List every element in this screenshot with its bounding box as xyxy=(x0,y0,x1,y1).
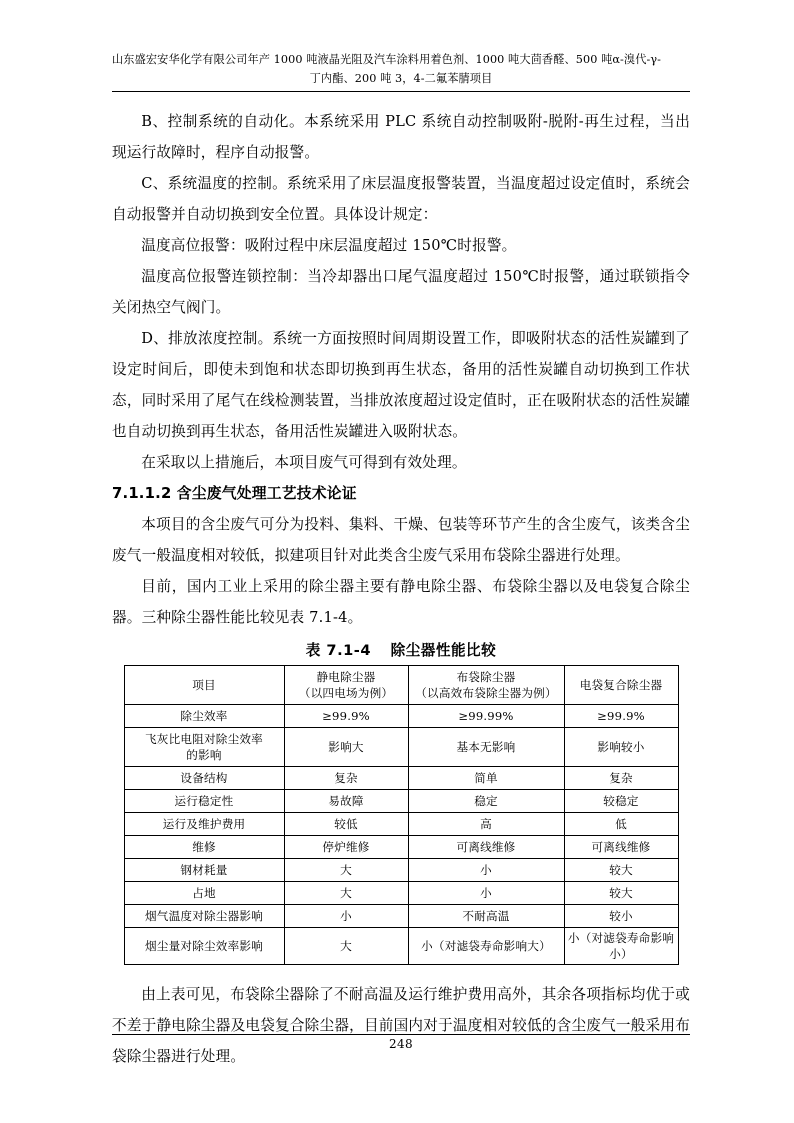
table-header-esp-main: 静电除尘器 xyxy=(316,670,376,684)
table-cell-bag: ≥99.99% xyxy=(408,705,564,728)
table-cell-hybrid: 较大 xyxy=(564,882,678,905)
table-cell-esp: 大 xyxy=(284,859,408,882)
table-header-bag xyxy=(408,666,564,705)
table-header-hybrid xyxy=(564,666,678,705)
table-cell-hybrid: 较大 xyxy=(564,859,678,882)
table-row xyxy=(124,813,678,836)
table-cell-hybrid: 复杂 xyxy=(564,767,678,790)
paragraph-measures-summary: 在采取以上措施后，本项目废气可得到有效处理。 xyxy=(141,454,467,471)
table-cell-bag: 基本无影响 xyxy=(408,728,564,767)
running-header-line-1: 山东盛宏安华化学有限公司年产 1000 吨液晶光阻及汽车涂料用着色剂、1000 吨大茴香醛、500 吨α-溴代-γ- xyxy=(112,53,662,66)
table-cell-item: 除尘效率 xyxy=(124,705,284,728)
table-cell-bag: 可离线维修 xyxy=(408,836,564,859)
section-heading-7-1-1-2: 7.1.1.2 含尘废气处理工艺技术论证 xyxy=(112,485,357,502)
table-body xyxy=(124,705,678,965)
table-row xyxy=(124,859,678,882)
table-caption-number: 表 7.1-4 xyxy=(305,642,371,659)
table-cell-bag: 简单 xyxy=(408,767,564,790)
table-cell-hybrid: 较小 xyxy=(564,905,678,928)
table-row xyxy=(124,790,678,813)
table-cell-esp: ≥99.9% xyxy=(284,705,408,728)
paragraph-high-temp-alarm: 温度高位报警：吸附过程中床层温度超过 150℃时报警。 xyxy=(141,237,517,254)
table-header-item-label: 项目 xyxy=(192,678,216,692)
table-cell-hybrid: 低 xyxy=(564,813,678,836)
table-cell-item: 运行及维护费用 xyxy=(124,813,284,836)
table-header-bag-sub: （以高效布袋除尘器为例） xyxy=(415,686,557,700)
table-cell-hybrid: 较稳定 xyxy=(564,790,678,813)
table-cell-esp: 小 xyxy=(284,905,408,928)
table-row xyxy=(124,705,678,728)
table-cell-item: 占地 xyxy=(124,882,284,905)
table-row xyxy=(124,767,678,790)
table-cell-item: 设备结构 xyxy=(124,767,284,790)
paragraph-conclusion: 由上表可见，布袋除尘器除了不耐高温及运行维护费用高外，其余各项指标均优于或不差于静电除尘器及电袋复合除尘器，目前国内对于温度相对较低的含尘废气一般采用布袋除尘器进行处理。 xyxy=(112,986,690,1065)
page-content xyxy=(112,50,690,1072)
running-header-line-2: 丁内酯、200 吨 3，4-二氟苯腈项目 xyxy=(309,72,493,85)
table-row xyxy=(124,882,678,905)
table-cell-item-line-2: 的影响 xyxy=(186,748,222,762)
table-header-hybrid-label: 电袋复合除尘器 xyxy=(579,678,663,692)
table-cell-esp: 复杂 xyxy=(284,767,408,790)
paragraph-dust-gas-sources: 本项目的含尘废气可分为投料、集料、干燥、包装等环节产生的含尘废气，该类含尘废气一般温度相对较低，拟建项目针对此类含尘废气采用布袋除尘器进行处理。 xyxy=(112,516,690,564)
table-cell-bag: 稳定 xyxy=(408,790,564,813)
body-text xyxy=(112,106,690,633)
table-header-bag-main: 布袋除尘器 xyxy=(456,670,516,684)
table-cell-item: 烟气温度对除尘器影响 xyxy=(124,905,284,928)
dust-collector-comparison-table xyxy=(124,665,679,965)
table-cell-hybrid: 可离线维修 xyxy=(564,836,678,859)
table-caption-title: 除尘器性能比较 xyxy=(390,642,497,659)
table-cell-esp: 较低 xyxy=(284,813,408,836)
table-cell-item: 钢材耗量 xyxy=(124,859,284,882)
table-cell-esp: 影响大 xyxy=(284,728,408,767)
table-row xyxy=(124,928,678,965)
table-caption xyxy=(112,639,690,660)
table-cell-hybrid: ≥99.9% xyxy=(564,705,678,728)
table-cell-hybrid: 影响较小 xyxy=(564,728,678,767)
conclusion-block xyxy=(112,979,690,1072)
page-number: 248 xyxy=(388,1037,414,1051)
table-cell-bag: 小（对滤袋寿命影响大） xyxy=(408,928,564,965)
footer-divider xyxy=(112,1034,690,1035)
table-header-esp xyxy=(284,666,408,705)
table-cell-esp: 易故障 xyxy=(284,790,408,813)
running-header xyxy=(112,50,690,92)
table-row xyxy=(124,836,678,859)
table-cell-bag: 小 xyxy=(408,882,564,905)
table-row xyxy=(124,728,678,767)
paragraph-c-temperature-control: C、系统温度的控制。系统采用了床层温度报警装置，当温度超过设定值时，系统会自动报警并自动切换到安全位置。具体设计规定： xyxy=(112,175,690,223)
table-row xyxy=(124,905,678,928)
paragraph-b-control-automation: B、控制系统的自动化。本系统采用 PLC 系统自动控制吸附-脱附-再生过程，当出现运行故障时，程序自动报警。 xyxy=(112,113,690,161)
table-cell-bag: 高 xyxy=(408,813,564,836)
paragraph-d-emission-concentration: D、排放浓度控制。系统一方面按照时间周期设置工作，即吸附状态的活性炭罐到了设定时间后，即使未到饱和状态即切换到再生状态，备用的活性炭罐自动切换到工作状态，同时采用了尾气在线检测装置，当排放浓度超过设定值时，正在吸附状态的活性炭罐也自动切换到再生状态，备用活性炭罐进入吸附状态。 xyxy=(112,330,690,440)
page-footer xyxy=(112,1034,690,1051)
table-cell-item: 运行稳定性 xyxy=(124,790,284,813)
table-cell-item: 烟尘量对除尘效率影响 xyxy=(124,928,284,965)
paragraph-high-temp-interlock: 温度高位报警连锁控制：当冷却器出口尾气温度超过 150℃时报警，通过联锁指令关闭热空气阀门。 xyxy=(112,268,690,316)
table-cell-item-line-1: 飞灰比电阻对除尘效率 xyxy=(145,732,263,746)
table-cell-bag: 小 xyxy=(408,859,564,882)
table-cell-esp: 大 xyxy=(284,928,408,965)
table-cell-esp: 大 xyxy=(284,882,408,905)
table-cell-esp: 停炉维修 xyxy=(284,836,408,859)
table-cell-item xyxy=(124,728,284,767)
table-cell-item: 维修 xyxy=(124,836,284,859)
table-cell-hybrid: 小（对滤袋寿命影响小） xyxy=(564,928,678,965)
table-header-item xyxy=(124,666,284,705)
table-header-row xyxy=(124,666,678,705)
paragraph-dust-collector-types: 目前，国内工业上采用的除尘器主要有静电除尘器、布袋除尘器以及电袋复合除尘器。三种除尘器性能比较见表 7.1-4。 xyxy=(112,578,690,626)
table-header-esp-sub: （以四电场为例） xyxy=(298,686,394,700)
table-cell-bag: 不耐高温 xyxy=(408,905,564,928)
